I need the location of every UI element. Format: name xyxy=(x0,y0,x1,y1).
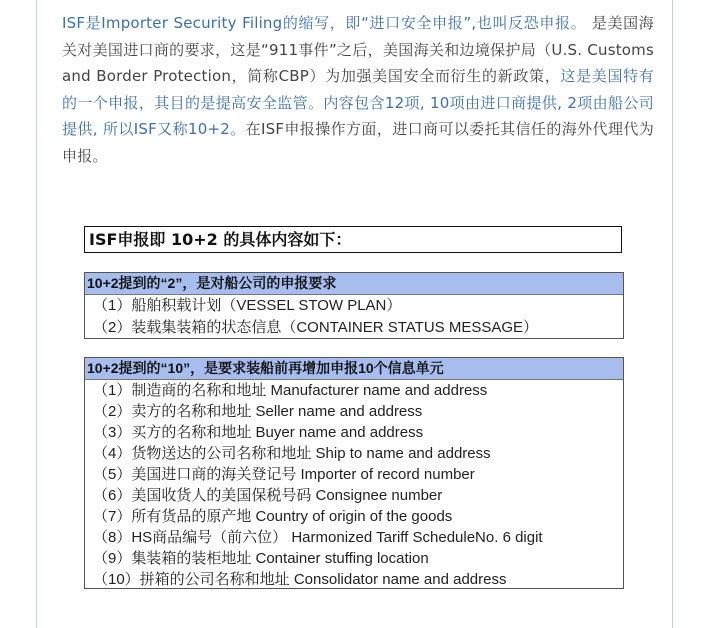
list-item: （7）所有货品的原产地 Country of origin of the goods xyxy=(93,508,453,525)
list-item: （6）美国收货人的美国保税号码 Consignee number xyxy=(93,487,443,504)
list-item: （9）集装箱的装柜地址 Container stuffing location xyxy=(93,550,429,567)
intro-sentence-1: ISF是Importer Security Filing的缩写，即“进口安全申报”,也叫反恐申报。 xyxy=(62,14,587,32)
importer-requirements-box xyxy=(84,357,624,589)
list-item: （8）HS商品编号（前六位） Harmonized Tariff ScheduleNo. 6 digit xyxy=(93,529,543,546)
carrier-requirements-box xyxy=(84,272,624,339)
list-item: （2）卖方的名称和地址 Seller name and address xyxy=(93,403,423,420)
list-item: （5）美国进口商的海关登记号 Importer of record number xyxy=(93,466,475,483)
list-item: （1）船舶积载计划（VESSEL STOW PLAN） xyxy=(93,297,402,314)
intro-sentence-2: 是美国海关对美国进口商的要求，这是“911事件”之后，美国海关和边境保护局（U.S. Customs and Border Protection，简称CBP）为加强美国安全而衍生的新政策， xyxy=(62,14,654,85)
list-item: （4）货物送达的公司名称和地址 Ship to name and address xyxy=(93,445,491,462)
left-frame-line xyxy=(36,0,37,628)
list-item: （2）装载集装箱的状态信息（CONTAINER STATUS MESSAGE） xyxy=(93,319,539,336)
list-item: （3）买方的名称和地址 Buyer name and address xyxy=(93,424,424,441)
section-title: ISF申报即 10+2 的具体内容如下： xyxy=(84,226,622,253)
intro-paragraph xyxy=(62,10,654,169)
intro-sentence-3: 这是美国特有的一个申报，其目的是提高安全监管。内容包含12项, 10项由进口商提供, 2项由船公司提供, 所以ISF又称10+2。 xyxy=(62,67,655,138)
carrier-box-header: 10+2提到的“2”，是对船公司的申报要求 xyxy=(85,273,623,295)
list-item: （1）制造商的名称和地址 Manufacturer name and address xyxy=(93,382,488,399)
intro-sentence-4: 在ISF申报操作方面，进口商可以委托其信任的海外代理代为申报。 xyxy=(62,120,654,165)
importer-box-header: 10+2提到的“10”，是要求装船前再增加申报10个信息单元 xyxy=(85,358,623,380)
right-frame-line xyxy=(672,0,673,628)
list-item: （10）拼箱的公司名称和地址 Consolidator name and address xyxy=(93,571,507,588)
